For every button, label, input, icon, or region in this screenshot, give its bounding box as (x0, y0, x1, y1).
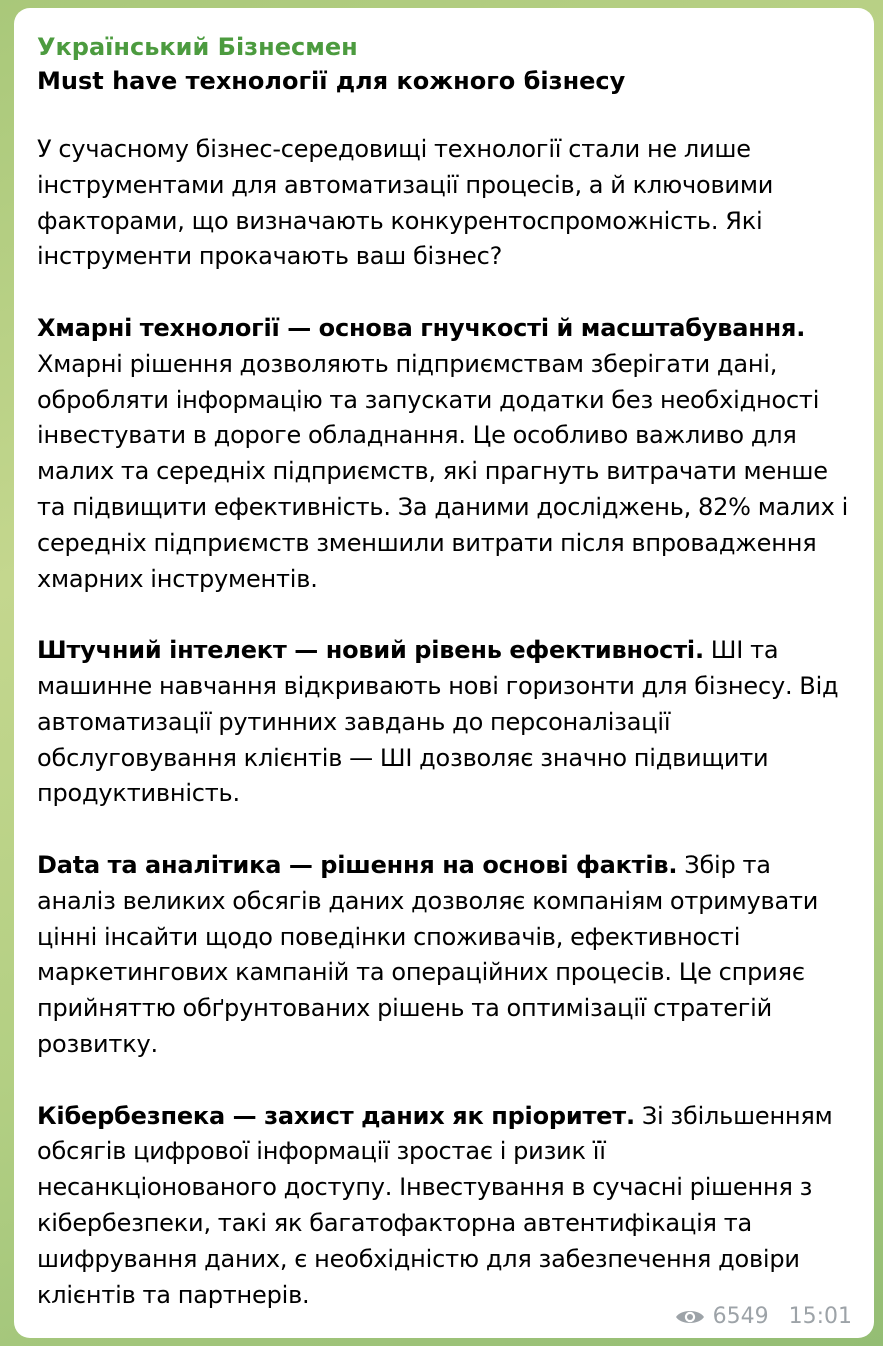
section-heading: Хмарні технології — основа гнучкості й масштабування. (37, 313, 806, 342)
intro-paragraph: У сучасному бізнес-середовищі технології стали не лише інструментами для автоматизації процесів, а й ключовими факторами, що визначають конкурентоспроможність. Які інструменти прокачають ваш бізнес? (37, 135, 774, 271)
message-meta (675, 1302, 852, 1332)
section-heading: Кібербезпека — захист даних як пріоритет. (37, 1101, 635, 1130)
section-heading: Data та аналітика — рішення на основі фактів. (37, 850, 678, 879)
section-body: ШІ та машинне навчання відкривають нові горизонти для бізнесу. Від автоматизації рутинних завдань до персоналізації обслуговування клієнтів — ШІ дозволяє значно підвищити продуктивність. (37, 636, 839, 808)
section-data (37, 848, 850, 1063)
section-ai (37, 633, 850, 812)
eye-icon (675, 1307, 705, 1327)
section-body: Збір та аналіз великих обсягів даних дозволяє компаніям отримувати цінні інсайти щодо поведінки споживачів, ефективності маркетингових кампаній та операційних процесів. Це сприяє прийняттю обґрунтованих рішень та оптимізації стратегій розвитку. (37, 850, 819, 1058)
message-bubble[interactable] (14, 8, 874, 1338)
channel-name[interactable]: Український Бізнесмен (37, 33, 358, 61)
section-cloud (37, 311, 850, 597)
section-heading: Штучний інтелект — новий рівень ефективності. (37, 636, 704, 665)
post-title: Must have технології для кожного бізнесу (37, 67, 626, 95)
view-count: 6549 (712, 1304, 769, 1329)
section-body: Хмарні рішення дозволяють підприємствам зберігати дані, обробляти інформацію та запускати додатки без необхідності інвестувати в дороге обладнання. Це особливо важливо для малих та середніх підприємств, які прагнуть витрачати менше та підвищити ефективність. За даними досліджень, 82% малих і середніх підприємств зменшили витрати після впровадження хмарних інструментів. (37, 349, 849, 593)
message-time: 15:01 (788, 1304, 852, 1329)
section-security (37, 1099, 850, 1314)
section-body: Зі збільшенням обсягів цифрової інформації зростає і ризик її несанкціонованого доступу. Інвестування в сучасні рішення з кібербезпеки, такі як багатофакторна автентифікація та шифрування даних, є необхідністю для забезпечення довіри клієнтів та партнерів. (37, 1101, 833, 1309)
